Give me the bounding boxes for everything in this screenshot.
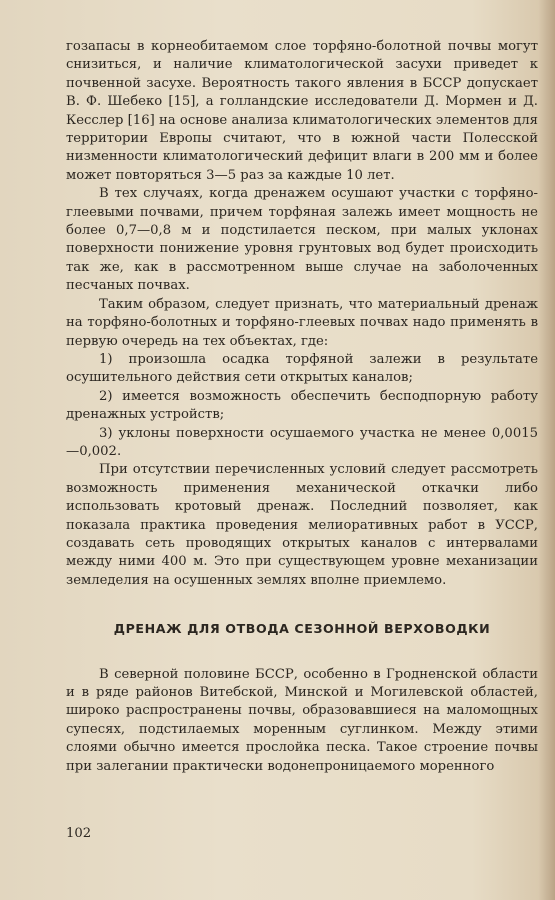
- paragraph: Таким образом, следует признать, что материальный дренаж на торфяно-болотных и торфяно-глеевых почвах надо применять в первую очередь на тех объектах, где:: [66, 296, 538, 349]
- list-item: 3) уклоны поверхности осушаемого участка не менее 0,0015—0,002.: [66, 425, 538, 459]
- paragraph: В северной половине БССР, особенно в Гродненской области и в ряде районов Витебской, Минской и Могилевской областей, широко распространены почвы, образовавшиеся на маломощных супесях, подстилаемых моренным суглинком. Между этими слоями обычно имеется прослойка песка. Такое строение почвы при залегании практически водонепроницаемого моренного: [66, 666, 538, 774]
- paragraph: гозапасы в корнеобитаемом слое торфяно-болотной почвы могут снизиться, и наличие климатологической засухи приведет к почвенной засухе. Вероятность такого явления в БССР допускает В. Ф. Шебеко [15], а голландские исследователи Д. Мормен и Д. Кесслер [16] на основе анализа климатологических элементов для территории Европы считают, что в южной части Полесской низменности климатологический дефицит влаги в 200 мм и более может повторяться 3—5 раз за каждые 10 лет.: [66, 39, 538, 183]
- list-item: 2) имеется возможность обеспечить бесподпорную работу дренажных устройств;: [66, 388, 538, 423]
- list-item: 1) произошла осадка торфяной залежи в результате осушительного действия сети открытых каналов;: [66, 351, 538, 386]
- paragraph: При отсутствии перечисленных условий следует рассмотреть возможность применения механической откачки либо использовать кротовый дренаж. Последний позволяет, как показала практика проведения мелиоративных работ в УССР, создавать сеть проводящих открытых каналов с интервалами между ними 400 м. Это при существующем уровне механизации земледелия на осушенных землях вполне приемлемо.: [66, 462, 538, 588]
- section-heading: ДРЕНАЖ ДЛЯ ОТВОДА СЕЗОННОЙ ВЕРХОВОДКИ: [113, 621, 491, 637]
- page-number: 102: [66, 826, 92, 841]
- page-body: [66, 38, 538, 776]
- paragraph: В тех случаях, когда дренажем осушают участки с торфяно-глеевыми почвами, причем торфяная залежь имеет мощность не более 0,7—0,8 м и подстилается песком, при малых уклонах поверхности понижение уровня грунтовых вод будет происходить так же, как в рассмотренном выше случае на заболоченных песчаных почвах.: [66, 186, 538, 294]
